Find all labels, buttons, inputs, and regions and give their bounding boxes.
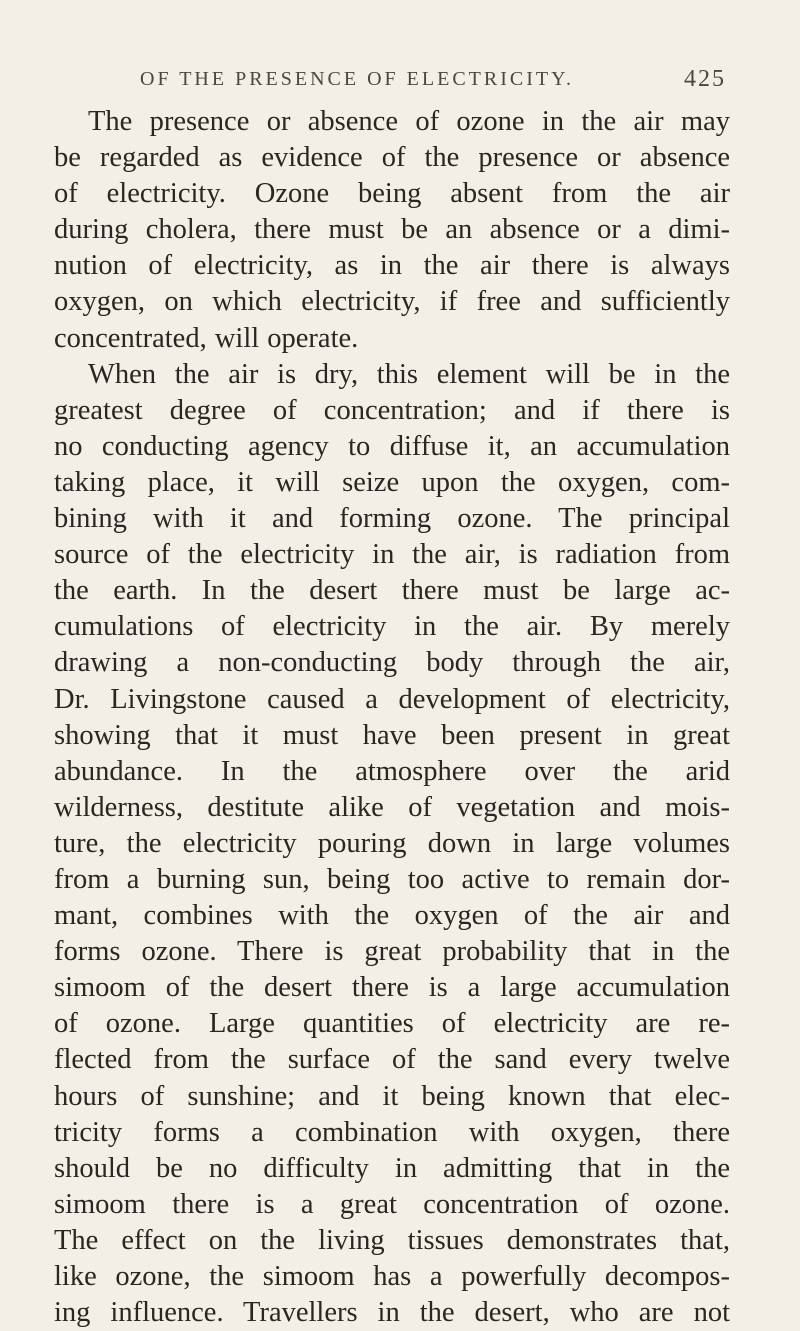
paragraph-1 [54,104,730,357]
text-line: should be no difficulty in admitting that in the [54,1152,730,1184]
text-line: mant, combines with the oxygen of the air and [54,900,730,932]
text-line: oxygen, on which electricity, if free and sufficiently [54,286,730,318]
page-number: 425 [684,66,726,92]
text-line: hours of sunshine; and it being known that elec- [54,1080,730,1112]
running-head: OF THE PRESENCE OF ELECTRICITY. [140,68,574,90]
text-line: forms ozone. There is great probability that in the [54,936,730,968]
text-line: no conducting agency to diffuse it, an accumulation [54,430,730,462]
text-line: nution of electricity, as in the air there is always [54,250,730,282]
text-line: simoom of the desert there is a large accumulation [54,972,730,1004]
text-line: drawing a non-conducting body through the air, [54,647,730,679]
text-line: wilderness, destitute alike of vegetation and mois- [54,791,730,823]
text-line: Dr. Livingstone caused a development of electricity, [54,683,730,715]
body-text [54,104,730,1331]
text-line: bining with it and forming ozone. The principal [54,503,730,535]
text-line: When the air is dry, this element will be in the [88,358,730,390]
text-line: taking place, it will seize upon the oxygen, com- [54,466,730,498]
paragraph-2 [54,357,730,1331]
text-line: tricity forms a combination with oxygen, there [54,1116,730,1148]
page-header [54,0,730,104]
text-line: cumulations of electricity in the air. By merely [54,611,730,643]
text-line: the earth. In the desert there must be large ac- [54,575,730,607]
text-line: concentrated, will operate. [54,322,359,354]
text-line: ing influence. Travellers in the desert, who are not [54,1297,730,1329]
text-line: showing that it must have been present in great [54,719,730,751]
text-line: source of the electricity in the air, is radiation from [54,539,730,571]
text-line: The presence or absence of ozone in the air may [88,106,730,137]
text-line: from a burning sun, being too active to remain dor- [54,863,730,895]
text-line: flected from the surface of the sand every twelve [54,1044,730,1076]
text-line: The effect on the living tissues demonstrates that, [54,1224,730,1256]
text-line: during cholera, there must be an absence or a dimi- [54,214,730,246]
text-line: greatest degree of concentration; and if there is [54,394,730,426]
text-line: of electricity. Ozone being absent from the air [54,178,730,210]
text-line: abundance. In the atmosphere over the arid [54,755,730,787]
text-line: ture, the electricity pouring down in large volumes [54,827,730,859]
text-line: of ozone. Large quantities of electricity are re- [54,1008,730,1040]
text-line: be regarded as evidence of the presence or absence [54,142,730,174]
text-line: like ozone, the simoom has a powerfully decompos- [54,1261,730,1292]
text-line: simoom there is a great concentration of ozone. [54,1188,730,1220]
